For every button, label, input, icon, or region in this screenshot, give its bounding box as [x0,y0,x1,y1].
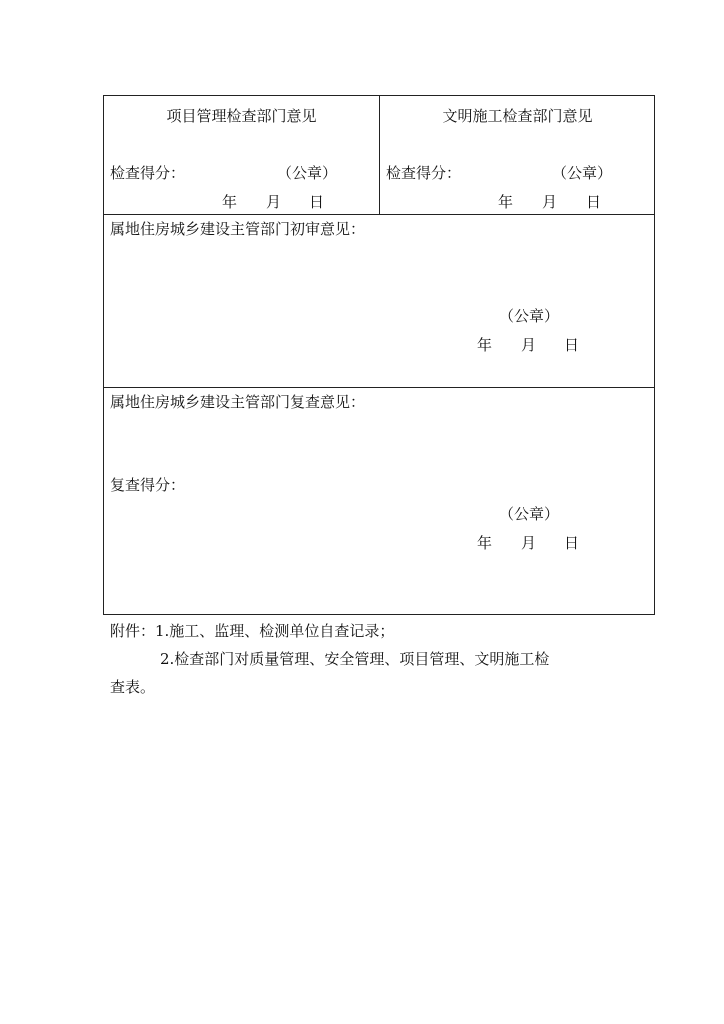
civil-dept-heading: 文明施工检查部门意见 [442,107,593,125]
project-day: 日 [309,193,325,211]
project-dept-cell [104,96,379,214]
re-review-year: 年 [477,534,493,552]
project-month: 月 [266,193,282,211]
project-seal: （公章） [277,164,338,182]
re-review-month: 月 [521,534,537,552]
project-year: 年 [222,193,238,211]
civil-day: 日 [586,193,602,211]
re-review-seal: （公章） [499,505,560,523]
re-review-label: 属地住房城乡建设主管部门复查意见： [110,393,366,411]
project-score-label: 检查得分： [110,164,186,182]
dept-opinions-row [104,96,654,215]
civil-dept-cell [380,96,655,214]
project-dept-heading: 项目管理检查部门意见 [166,107,317,125]
re-review-day: 日 [564,534,580,552]
initial-review-row [104,215,654,388]
initial-review-seal: （公章） [499,307,560,325]
civil-seal: （公章） [552,164,613,182]
re-review-score-label: 复查得分： [110,476,186,494]
civil-score-label: 检查得分： [386,164,462,182]
initial-review-label: 属地住房城乡建设主管部门初审意见： [110,220,366,238]
attachments-note [110,617,655,701]
re-review-row [104,388,654,614]
attachment-line-2: 2.检查部门对质量管理、安全管理、项目管理、文明施工检 [160,650,550,668]
attachment-line-3: 查表。 [110,678,156,696]
civil-year: 年 [498,193,514,211]
civil-month: 月 [542,193,558,211]
review-form-table [103,95,655,615]
initial-review-month: 月 [521,336,537,354]
initial-review-day: 日 [564,336,580,354]
initial-review-year: 年 [477,336,493,354]
attachment-line-1: 附件：1.施工、监理、检测单位自查记录； [110,622,395,640]
